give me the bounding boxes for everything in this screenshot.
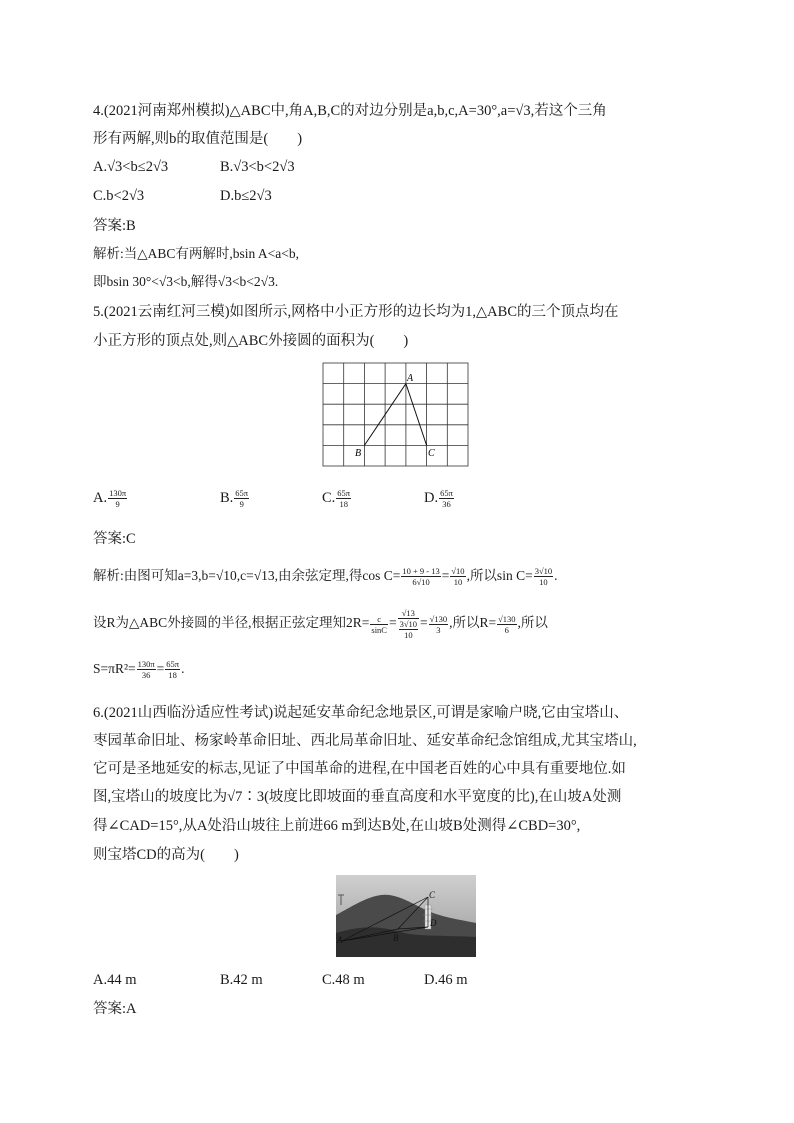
q5-analysis-text-6: ,所以 bbox=[517, 615, 548, 631]
q6-option-c: C.48 m bbox=[322, 972, 365, 988]
q5-frac8-den: 36 bbox=[141, 670, 151, 681]
q5-option-b-num: 65π bbox=[235, 488, 249, 499]
q5-analysis-text-1: 解析:由图可知a=3,b=√10,c=√13,由余弦定理,得cos C= bbox=[93, 568, 401, 583]
q5-label-b: B bbox=[355, 448, 362, 459]
q4-stem-line1: 4.(2021河南郑州模拟)△ABC中,角A,B,C的对边分别是a,b,c,A=30°,a=√3,若这个三角 bbox=[93, 103, 607, 119]
q5-frac5-num: √13 bbox=[398, 608, 419, 619]
q6-label-a: A bbox=[337, 935, 343, 945]
q5-option-a-prefix: A. bbox=[93, 490, 108, 506]
q5-analysis-text-3: . bbox=[554, 568, 558, 583]
q6-label-b: B bbox=[393, 933, 399, 943]
q5-analysis-text-7: S=πR²= bbox=[93, 661, 136, 676]
q4-option-c: C.b<2√3 bbox=[93, 188, 145, 204]
q6-stem-line3: 它可是圣地延安的标志,见证了中国革命的进程,在中国老百姓的心中具有重要地位.如 bbox=[93, 761, 626, 777]
q5-frac2-den: 10 bbox=[453, 577, 463, 588]
q5-option-d-den: 36 bbox=[442, 499, 451, 510]
q6-label-c: C bbox=[429, 890, 436, 900]
q6-stem-line6: 则宝塔CD的高为( ) bbox=[93, 847, 239, 863]
q6-stem-line5: 得∠CAD=15°,从A处沿山坡往上前进66 m到达B处,在山坡B处测得∠CBD=30°, bbox=[93, 818, 581, 834]
q6-stem-line1: 6.(2021山西临汾适应性考试)说起延安革命纪念地景区,可谓是家喻户晓,它由宝塔山、 bbox=[93, 705, 629, 721]
q5-answer: 答案:C bbox=[93, 531, 136, 547]
q5-frac9-num: 65π bbox=[166, 659, 180, 670]
q6-stem-line2: 枣园革命旧址、杨家岭革命旧址、西北局革命旧址、延安革命纪念馆组成,尤其宝塔山, bbox=[93, 733, 637, 749]
q5-option-b bbox=[220, 488, 250, 509]
q5-triangle-abc bbox=[364, 384, 426, 446]
q5-option-b-den: 9 bbox=[239, 499, 244, 510]
q4-option-a: A.√3<b≤2√3 bbox=[93, 159, 169, 175]
q5-option-d bbox=[424, 488, 455, 509]
q5-frac5-den-den: 10 bbox=[404, 630, 413, 640]
q4-option-b: B.√3<b<2√3 bbox=[220, 159, 295, 175]
q5-frac2-num: √10 bbox=[451, 566, 465, 577]
q5-frac6-den: 3 bbox=[436, 624, 441, 635]
q5-label-a: A bbox=[407, 373, 414, 384]
q5-option-d-prefix: D. bbox=[424, 490, 439, 506]
q5-frac7-num: √130 bbox=[498, 613, 516, 624]
q5-frac3-num: 3√10 bbox=[534, 566, 553, 577]
q5-option-a-num: 130π bbox=[109, 488, 127, 499]
q5-option-c-prefix: C. bbox=[322, 490, 336, 506]
q5-option-d-num: 65π bbox=[440, 488, 453, 499]
q5-option-b-prefix: B. bbox=[220, 490, 234, 506]
q5-eq-3: = bbox=[420, 615, 428, 631]
q6-option-a: A.44 m bbox=[93, 972, 137, 988]
q5-frac1-den: 6√10 bbox=[412, 577, 430, 588]
q4-option-d: D.b≤2√3 bbox=[220, 188, 272, 204]
q5-analysis-text-2: ,所以sin C= bbox=[466, 568, 533, 583]
q5-eq-2: = bbox=[388, 615, 397, 631]
q5-analysis-line3 bbox=[93, 659, 184, 680]
q5-option-c-num: 65π bbox=[337, 488, 351, 499]
q5-frac1-num: 10 + 9 - 13 bbox=[402, 566, 440, 577]
q5-frac7-den: 6 bbox=[504, 624, 509, 635]
q5-label-c: C bbox=[428, 448, 435, 459]
q5-option-c bbox=[322, 488, 352, 509]
q5-frac8-num: 130π bbox=[137, 659, 155, 670]
q5-analysis-line1 bbox=[93, 566, 557, 587]
q5-analysis-line2 bbox=[93, 608, 548, 640]
q5-frac4-den: sinC bbox=[371, 624, 387, 635]
q5-frac9-den: 18 bbox=[168, 670, 177, 681]
q6-label-d: D bbox=[430, 918, 437, 928]
q6-stem-line4: 图,宝塔山的坡度比为√7∶3(坡度比即坡面的垂直高度和水平宽度的比),在山坡A处测 bbox=[93, 789, 622, 805]
q5-grid-lines bbox=[323, 363, 468, 466]
q4-analysis-line1: 解析:当△ABC有两解时,bsin A<a<b, bbox=[93, 246, 299, 261]
q4-stem-line2: 形有两解,则b的取值范围是( ) bbox=[93, 131, 303, 147]
q5-eq-1: = bbox=[441, 568, 450, 583]
q5-option-a bbox=[93, 488, 128, 509]
q5-eq-4: = bbox=[156, 661, 165, 676]
q6-answer: 答案:A bbox=[93, 1001, 137, 1017]
q5-stem-line2: 小正方形的顶点处,则△ABC外接圆的面积为( ) bbox=[93, 333, 409, 349]
q5-option-c-den: 18 bbox=[339, 499, 348, 510]
q4-analysis-line2: 即bsin 30°<√3<b,解得√3<b<2√3. bbox=[93, 274, 279, 289]
q5-frac5-den-num: 3√10 bbox=[399, 619, 418, 629]
q5-option-a-den: 9 bbox=[115, 499, 120, 510]
q5-frac3-den: 10 bbox=[539, 577, 548, 588]
q5-stem-line1: 5.(2021云南红河三模)如图所示,网格中小正方形的边长均为1,△ABC的三个顶点均在 bbox=[93, 304, 619, 320]
q5-frac6-num: √130 bbox=[429, 613, 448, 624]
q6-option-d: D.46 m bbox=[424, 972, 468, 988]
q5-frac4-num: c bbox=[370, 614, 388, 625]
q6-pagoda-photo bbox=[336, 875, 476, 957]
q5-analysis-text-8: . bbox=[181, 661, 185, 676]
q4-answer: 答案:B bbox=[93, 218, 136, 234]
q5-analysis-text-4: 设R为△ABC外接圆的半径,根据正弦定理知2R= bbox=[93, 615, 370, 631]
q5-analysis-text-5: ,所以R= bbox=[449, 615, 497, 631]
q5-grid-figure bbox=[322, 362, 470, 468]
q6-option-b: B.42 m bbox=[220, 972, 263, 988]
